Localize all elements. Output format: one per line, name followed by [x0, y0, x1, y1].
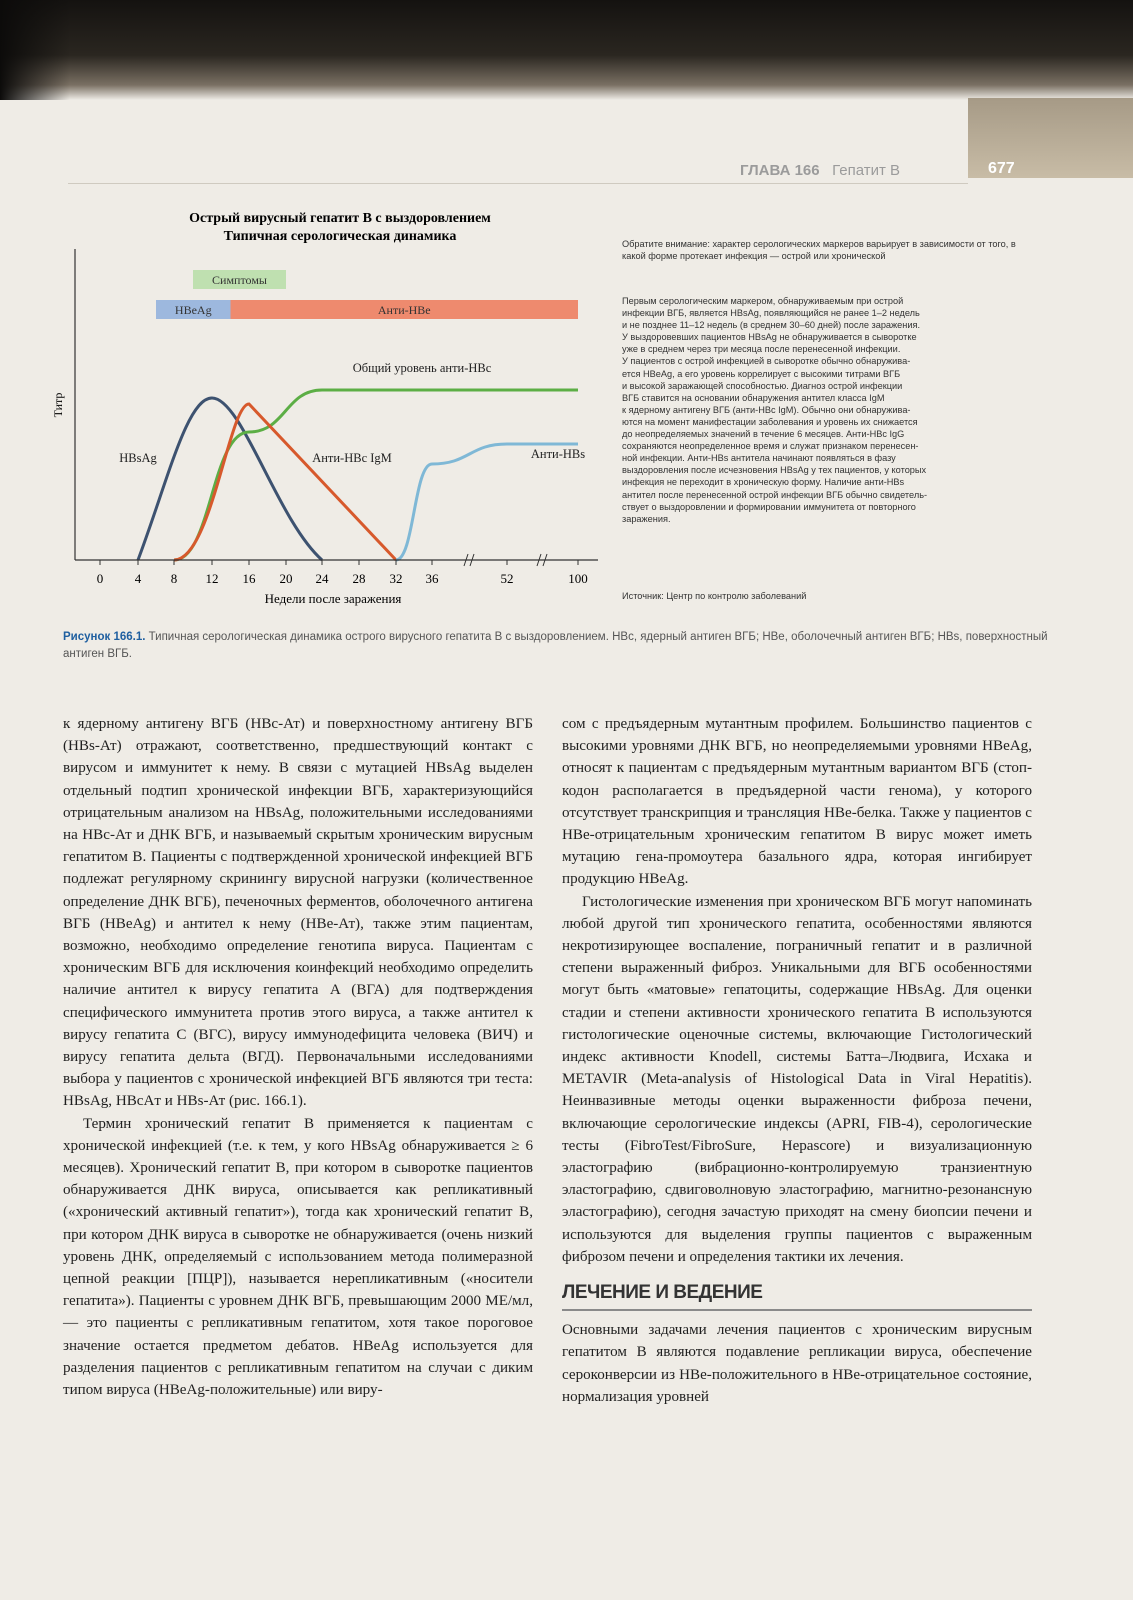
hbsag-line: [138, 398, 322, 560]
series-label: HBsAg: [119, 451, 157, 465]
x-tick-label: 12: [205, 571, 219, 586]
description-line: к ядерному антигену ВГБ (анти-HBc IgM). Обычно они обнаружива-: [622, 404, 911, 415]
figure-description: [622, 295, 1032, 525]
section-heading: ЛЕЧЕНИЕ И ВЕДЕНИЕ: [562, 1282, 1032, 1311]
paragraph: Термин хронический гепатит B применяется к пациентам с хронической инфекцией (т.е. к тем, у кого HBsAg обнаруживается ≥ 6 месяцев). Хронический гепатит B, при котором в сыворотке пациентов обнаруживается ДНК вируса, описывается как репликативный («хронический активный гепатит»), тогда как хронический гепатит B, при котором ДНК вируса в сыворотке не обнаруживается (очень низкий уровень ДНК, определяемый с использованием метода полимеразной цепной реакции [ПЦР]), называется нерепликативным («носители гепатита»). Пациенты с уровнем ДНК ВГБ, превышающим 2000 МЕ/мл, — это пациенты с репликативным гепатитом, хотя такое пороговое значение остается предметом дебатов. HBeAg используется для разделения пациентов с репликативным гепатитом на случаи с диким типом вируса (HBeAg-положительные) или виру-: [63, 1115, 533, 1399]
x-tick-label: 36: [425, 571, 439, 586]
x-tick-label: 28: [352, 571, 366, 586]
anti-hbc-igm-line: [174, 404, 396, 560]
description-line: уже в среднем через три месяца после перенесенной инфекции.: [622, 344, 901, 355]
description-line: инфекция не переходит в хроническую форму. Наличие анти-HBs: [622, 477, 905, 488]
chapter-title: Гепатит B: [832, 162, 901, 179]
text-column-right: [562, 713, 1032, 1408]
x-tick-label: 4: [134, 571, 142, 586]
description-line: антител после перенесенной острой инфекции ВГБ обычно свидетель-: [622, 489, 928, 500]
description-line: ной инфекции. Анти-HBs антитела начинают появляться в фазу: [622, 453, 896, 464]
chart-title-line-2: Типичная серологическая динамика: [223, 229, 457, 244]
bar-label: HBeAg: [174, 303, 212, 317]
description-line: до неопределяемых значений в течение 6 месяцев. Анти-HBc IgG: [622, 429, 905, 440]
x-tick-label: 32: [389, 571, 403, 586]
description-line: инфекции ВГБ, является HBsAg, появляющийся не ранее 1–2 недель: [622, 308, 920, 319]
x-tick-label: 52: [500, 571, 514, 586]
y-axis-label: Титр: [51, 392, 65, 418]
description-line: Первым серологическим маркером, обнаруживаемым при острой: [622, 296, 904, 306]
description-line: ется HBeAg, а его уровень коррелирует с высокими титрами ВГБ: [622, 368, 901, 379]
caption-text: Типичная серологическая динамика острого вирусного гепатита B с выздоровлением. HBc, ядерный антиген ВГБ; HBe, оболочечный антиген ВГБ; HBs, поверхностный антиген ВГБ.: [63, 631, 1048, 660]
figure-source: Источник: Центр по контролю заболеваний: [622, 591, 807, 601]
lines-layer: [138, 390, 578, 560]
description-line: сохраняются неопределенное время и служат признаком перенесен-: [622, 441, 919, 452]
chapter-number: ГЛАВА 166: [740, 162, 820, 179]
caption-label: Рисунок 166.1.: [63, 631, 146, 643]
x-axis-label: Недели после заражения: [264, 591, 402, 606]
figure-note: Обратите внимание: характер серологических маркеров варьирует в зависимости от того, в какой форме протекает инфекция — острой или хронической: [622, 239, 1016, 262]
x-tick-label: 16: [242, 571, 256, 586]
x-tick-label: 24: [315, 571, 329, 586]
description-line: и не позднее 11–12 недель (в среднем 30–60 дней) после заражения.: [622, 320, 921, 331]
x-tick-label: 8: [170, 571, 178, 586]
bar-label: Симптомы: [212, 273, 267, 287]
series-label: Общий уровень анти-HBc: [352, 361, 492, 375]
description-line: ются на момент манифестации заболевания и уровень их снижается: [622, 416, 918, 427]
description-line: ствует о выздоровлении и формировании иммунитета от повторного: [622, 501, 916, 512]
page-number: 677: [988, 160, 1015, 177]
description-line: заражения.: [622, 513, 671, 524]
description-line: выздоровления после исчезновения HBsAg у тех пациентов, у которых: [622, 465, 927, 476]
bars-layer: [156, 270, 578, 319]
paragraph: Гистологические изменения при хроническом ВГБ могут напоминать любой другой тип хронического гепатита, особенностями являются некротизирующее воспаление, пограничный гепатит и в различной степени выраженный фиброз. Уникальными для ВГБ особенностями могут быть «матовые» гепатоциты, содержащие HBsAg. Для оценки стадии и степени активности хронического гепатита B используются гистологические оценочные системы, включающие Гистологический индекс активности Knodell, системы Батта–Людвига, Исхака и METAVIR (Meta-analysis of Histological Data in Viral Hepatitis). Неинвазивные методы оценки выраженности фиброза печени, включающие серологические индексы (APRI, FIB-4), серологические тесты (FibroTest/FibroSure, Hepascore) и визуализационную эластографию (вибрационно-контролируемую транзиентную эластографию, сдвиговолновую эластографию, магнитно-резонансную эластографию), сегодня зачастую приходят на смену биопсии печени и используются для выделения группы пациентов с выраженным фиброзом печени и определения тактики их лечения.: [562, 893, 1032, 1265]
ticks-layer: [97, 554, 588, 586]
x-tick-label: 0: [96, 571, 104, 586]
bar-label: Анти-HBe: [377, 303, 431, 317]
chart-title-line-1: Острый вирусный гепатит B с выздоровлением: [189, 211, 491, 226]
anti-hbs-line: [396, 444, 578, 560]
x-tick-label: 100: [568, 571, 588, 586]
figure-caption: [63, 629, 1053, 663]
x-tick-label: 20: [279, 571, 293, 586]
description-line: ВГБ ставится на основании обнаружения антител класса IgM: [622, 392, 885, 403]
paragraph: к ядерному антигену ВГБ (HBc-Ат) и поверхностному антигену ВГБ (HBs-Ат) отражают, соответственно, предшествующий контакт с вирусом и иммунитет к нему. В связи с мутацией HBsAg выделен отдельный подтип хронической инфекции ВГБ, характеризующийся отрицательным анализом на HBsAg, положительными исследованиями на HBc-Ат и ДНК ВГБ, и называемый скрытым хроническим вирусным гепатитом B. Пациенты с подтвержденной хронической инфекцией ВГБ подлежат регулярному скринингу вирусной нагрузки (количественное определение ДНК ВГБ), печеночных ферментов, оболочечного антигена ВГБ (HBeAg) и антител к нему (HBe-Ат), также этим пациентам, возможно, необходимо определение генотипа вируса. Пациентам с хроническим ВГБ для исключения коинфекций необходимо определить наличие антител к вирусу гепатита A (ВГА) для подтверждения специфического иммунитета против этого вируса, а также антител к вирусу гепатита C (ВГС), вирусу иммунодефицита человека (ВИЧ) и вирусу гепатита дельта (ВГД). Первоначальными исследованиями выбора у пациентов с хронической инфекцией ВГБ являются три теста: HBsAg, HBcAт и HBs-Ат (рис. 166.1).: [63, 716, 533, 1110]
description-line: У выздоровевших пациентов HBsAg не обнаруживается в сыворотке: [622, 332, 917, 343]
series-label: Анти-HBs: [530, 447, 586, 461]
paragraph: Основными задачами лечения пациентов с хроническим вирусным гепатитом B являются подавление репликации вируса, обеспечение сероконверсии из HBe-положительного в HBe-отрицательное состояние, нормализация уровней: [562, 1322, 1032, 1405]
series-label: Анти-HBc IgM: [312, 451, 392, 465]
description-line: и высокой заражающей способностью. Диагноз острой инфекции: [622, 380, 903, 391]
description-line: У пациентов с острой инфекцией в сыворотке обычно обнаружива-: [622, 356, 911, 367]
text-column-left: [63, 713, 533, 1401]
series-labels: [119, 361, 585, 465]
paragraph: сом с предъядерным мутантным профилем. Большинство пациентов с высокими уровнями ДНК ВГБ, но неопределяемыми уровнями HBeAg, относят к пациентам с предъядерным мутантным вариантом ВГБ (стоп-кодон располагается в предъядерной части генома), у которого отсутствует транскрипция и трансляция HBe-белка. Также у пациентов с HBe-отрицательным хроническим гепатитом B вирус может иметь мутацию гена-промоутера базального ядра, которая ингибирует продукцию HBeAg.: [562, 716, 1032, 888]
